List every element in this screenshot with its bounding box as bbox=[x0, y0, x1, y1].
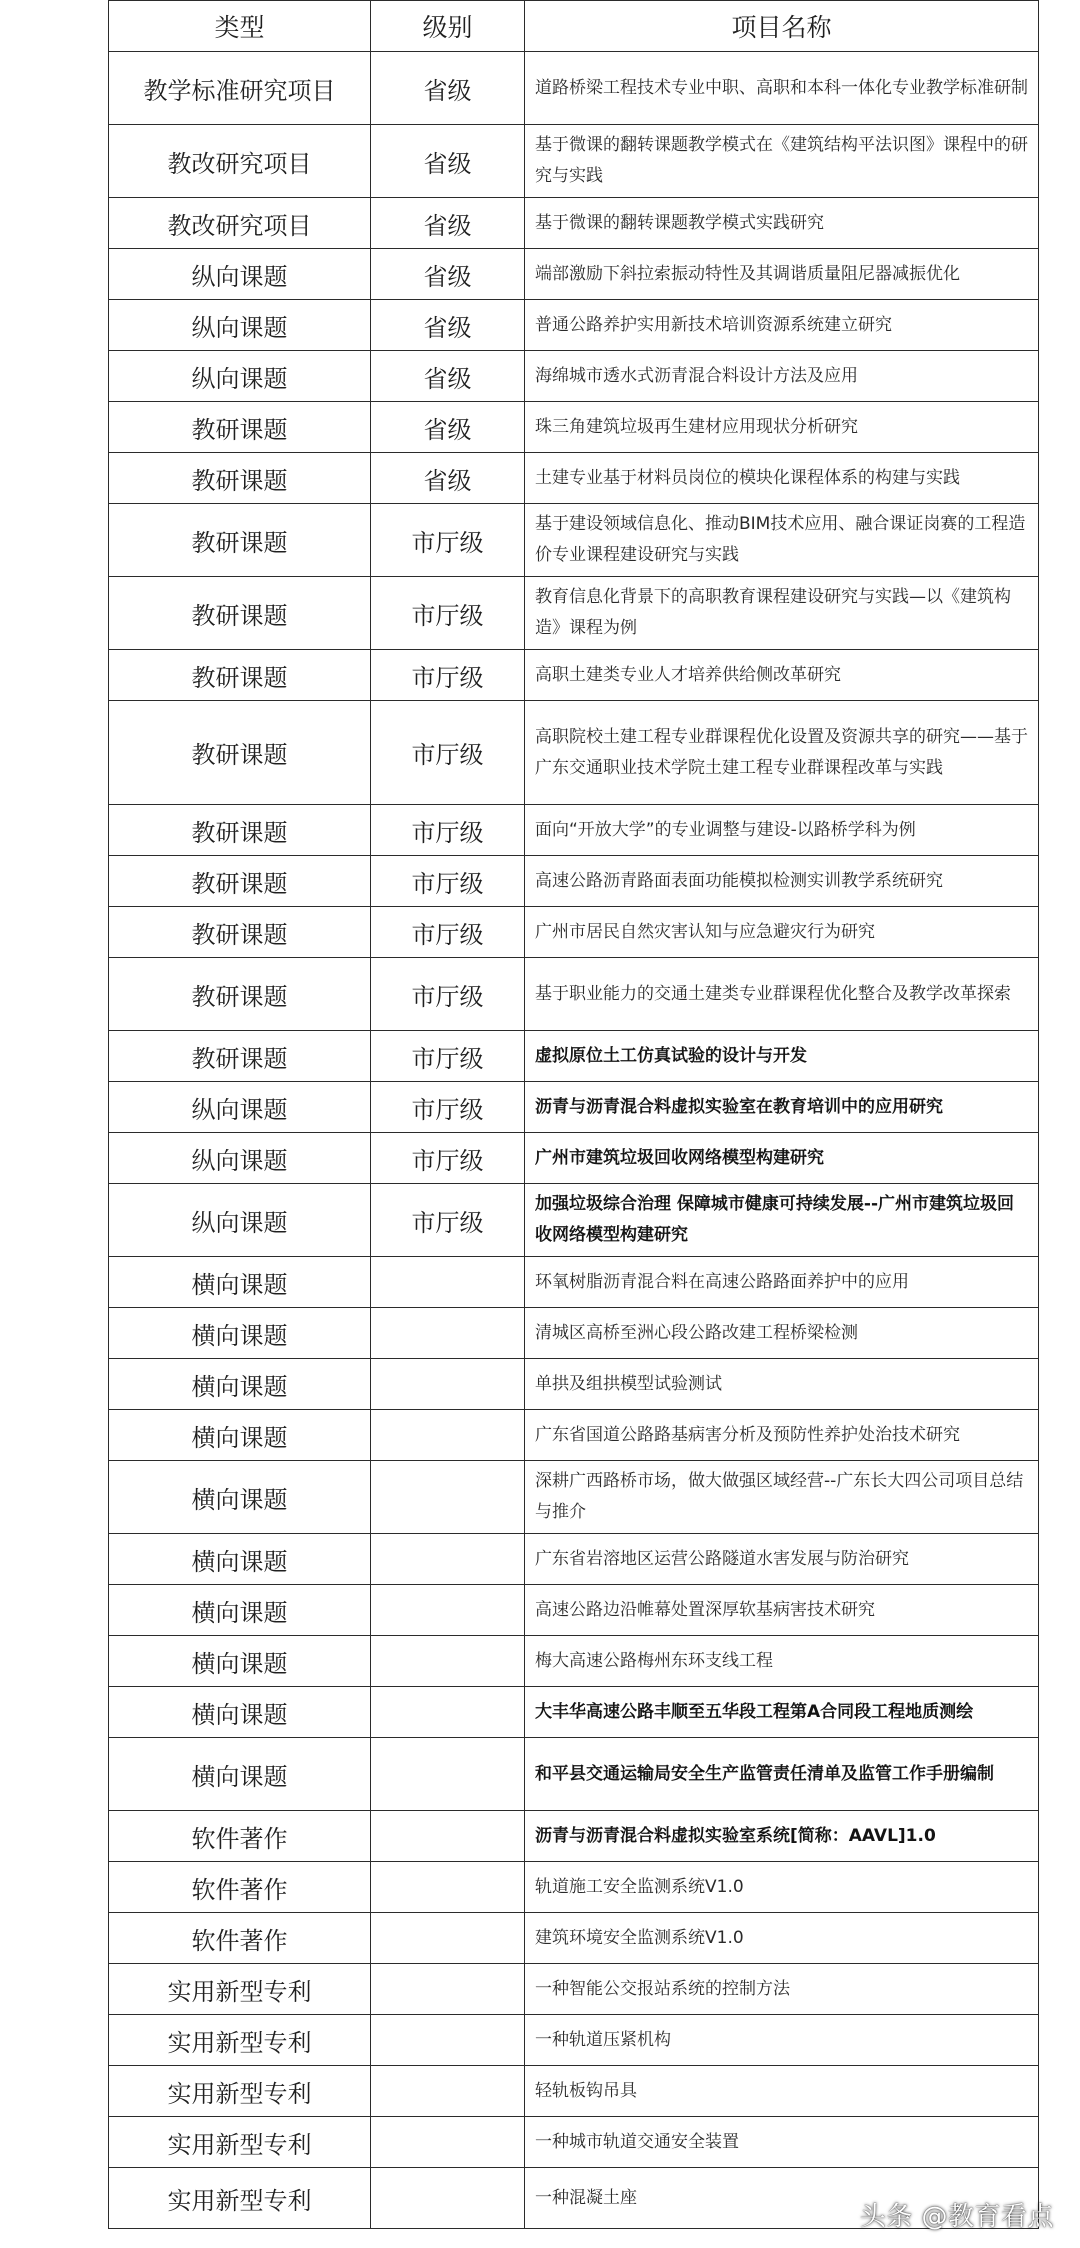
row-project-name: 环氧树脂沥青混合料在高速公路路面养护中的应用 bbox=[525, 1257, 1039, 1308]
row-project-name: 沥青与沥青混合料虚拟实验室在教育培训中的应用研究 bbox=[525, 1082, 1039, 1133]
row-project-name: 基于微课的翻转课题教学模式实践研究 bbox=[525, 198, 1039, 249]
table-header-row bbox=[109, 1, 1039, 52]
row-level: 省级 bbox=[371, 125, 525, 198]
row-type: 软件著作 bbox=[109, 1811, 371, 1862]
table-row bbox=[109, 1913, 1039, 1964]
row-type: 教研课题 bbox=[109, 453, 371, 504]
table-row bbox=[109, 1811, 1039, 1862]
table-row bbox=[109, 351, 1039, 402]
table-row bbox=[109, 856, 1039, 907]
row-project-name: 广州市建筑垃圾回收网络模型构建研究 bbox=[525, 1133, 1039, 1184]
row-type: 横向课题 bbox=[109, 1308, 371, 1359]
row-type: 实用新型专利 bbox=[109, 2015, 371, 2066]
row-level bbox=[371, 1585, 525, 1636]
row-level: 市厅级 bbox=[371, 856, 525, 907]
row-project-name: 建筑环境安全监测系统V1.0 bbox=[525, 1913, 1039, 1964]
row-type: 横向课题 bbox=[109, 1585, 371, 1636]
row-level bbox=[371, 1811, 525, 1862]
row-level: 市厅级 bbox=[371, 650, 525, 701]
row-project-name: 一种智能公交报站系统的控制方法 bbox=[525, 1964, 1039, 2015]
row-project-name: 单拱及组拱模型试验测试 bbox=[525, 1359, 1039, 1410]
row-type: 教研课题 bbox=[109, 958, 371, 1031]
row-level: 市厅级 bbox=[371, 1133, 525, 1184]
table-row bbox=[109, 1133, 1039, 1184]
row-type: 纵向课题 bbox=[109, 1082, 371, 1133]
row-project-name: 加强垃圾综合治理 保障城市健康可持续发展--广州市建筑垃圾回收网络模型构建研究 bbox=[525, 1184, 1039, 1257]
row-type: 实用新型专利 bbox=[109, 1964, 371, 2015]
row-level bbox=[371, 2015, 525, 2066]
row-project-name: 轨道施工安全监测系统V1.0 bbox=[525, 1862, 1039, 1913]
table-row bbox=[109, 907, 1039, 958]
row-level: 省级 bbox=[371, 453, 525, 504]
row-level bbox=[371, 2168, 525, 2229]
row-type: 教改研究项目 bbox=[109, 198, 371, 249]
row-type: 纵向课题 bbox=[109, 249, 371, 300]
table-row bbox=[109, 1636, 1039, 1687]
row-level bbox=[371, 1738, 525, 1811]
row-type: 纵向课题 bbox=[109, 351, 371, 402]
table-row bbox=[109, 1964, 1039, 2015]
source-watermark: 头条 @教育看点 bbox=[859, 2202, 1054, 2232]
row-type: 教研课题 bbox=[109, 805, 371, 856]
table-row bbox=[109, 1585, 1039, 1636]
row-project-name: 珠三角建筑垃圾再生建材应用现状分析研究 bbox=[525, 402, 1039, 453]
row-type: 教研课题 bbox=[109, 1031, 371, 1082]
row-type: 软件著作 bbox=[109, 1913, 371, 1964]
row-level bbox=[371, 1257, 525, 1308]
table-row bbox=[109, 1359, 1039, 1410]
row-level: 市厅级 bbox=[371, 577, 525, 650]
table-row bbox=[109, 300, 1039, 351]
row-type: 横向课题 bbox=[109, 1461, 371, 1534]
row-type: 实用新型专利 bbox=[109, 2066, 371, 2117]
row-project-name: 高速公路沥青路面表面功能模拟检测实训教学系统研究 bbox=[525, 856, 1039, 907]
row-project-name: 和平县交通运输局安全生产监管责任清单及监管工作手册编制 bbox=[525, 1738, 1039, 1811]
row-project-name: 端部激励下斜拉索振动特性及其调谐质量阻尼器减振优化 bbox=[525, 249, 1039, 300]
row-project-name: 高职院校土建工程专业群课程优化设置及资源共享的研究——基于广东交通职业技术学院土建工程专业群课程改革与实践 bbox=[525, 701, 1039, 805]
header-type: 类型 bbox=[109, 1, 371, 52]
row-level: 省级 bbox=[371, 249, 525, 300]
header-level: 级别 bbox=[371, 1, 525, 52]
row-type: 教研课题 bbox=[109, 701, 371, 805]
row-level bbox=[371, 1636, 525, 1687]
row-type: 教学标准研究项目 bbox=[109, 52, 371, 125]
row-type: 横向课题 bbox=[109, 1534, 371, 1585]
row-level: 省级 bbox=[371, 402, 525, 453]
row-project-name: 面向“开放大学”的专业调整与建设-以路桥学科为例 bbox=[525, 805, 1039, 856]
row-project-name: 一种混凝土座 bbox=[525, 2168, 1039, 2229]
row-project-name: 一种轨道压紧机构 bbox=[525, 2015, 1039, 2066]
row-level: 省级 bbox=[371, 300, 525, 351]
row-project-name: 高职土建类专业人才培养供给侧改革研究 bbox=[525, 650, 1039, 701]
row-project-name: 深耕广西路桥市场，做大做强区域经营--广东长大四公司项目总结与推介 bbox=[525, 1461, 1039, 1534]
table-row bbox=[109, 402, 1039, 453]
row-type: 实用新型专利 bbox=[109, 2168, 371, 2229]
row-level: 省级 bbox=[371, 52, 525, 125]
table-row bbox=[109, 1257, 1039, 1308]
table-row bbox=[109, 1308, 1039, 1359]
header-project-name: 项目名称 bbox=[525, 1, 1039, 52]
table-row bbox=[109, 2066, 1039, 2117]
row-level bbox=[371, 1862, 525, 1913]
row-project-name: 广东省国道公路路基病害分析及预防性养护处治技术研究 bbox=[525, 1410, 1039, 1461]
table-row bbox=[109, 577, 1039, 650]
row-project-name: 清城区高桥至洲心段公路改建工程桥梁检测 bbox=[525, 1308, 1039, 1359]
row-type: 软件著作 bbox=[109, 1862, 371, 1913]
table-row bbox=[109, 125, 1039, 198]
table-row bbox=[109, 453, 1039, 504]
row-level bbox=[371, 1913, 525, 1964]
row-level bbox=[371, 1964, 525, 2015]
table-row bbox=[109, 504, 1039, 577]
row-level bbox=[371, 2066, 525, 2117]
row-project-name: 大丰华高速公路丰顺至五华段工程第A合同段工程地质测绘 bbox=[525, 1687, 1039, 1738]
row-project-name: 虚拟原位土工仿真试验的设计与开发 bbox=[525, 1031, 1039, 1082]
row-level: 省级 bbox=[371, 198, 525, 249]
row-type: 教研课题 bbox=[109, 856, 371, 907]
row-level bbox=[371, 1410, 525, 1461]
row-level bbox=[371, 1308, 525, 1359]
row-type: 教研课题 bbox=[109, 402, 371, 453]
row-type: 纵向课题 bbox=[109, 1184, 371, 1257]
row-level bbox=[371, 1687, 525, 1738]
table-row bbox=[109, 198, 1039, 249]
row-level bbox=[371, 2117, 525, 2168]
row-type: 横向课题 bbox=[109, 1257, 371, 1308]
row-type: 纵向课题 bbox=[109, 300, 371, 351]
row-level bbox=[371, 1359, 525, 1410]
table-row bbox=[109, 52, 1039, 125]
row-project-name: 沥青与沥青混合料虚拟实验室系统[简称：AAVL]1.0 bbox=[525, 1811, 1039, 1862]
table-row bbox=[109, 2015, 1039, 2066]
row-type: 横向课题 bbox=[109, 1738, 371, 1811]
row-project-name: 教育信息化背景下的高职教育课程建设研究与实践—以《建筑构造》课程为例 bbox=[525, 577, 1039, 650]
row-type: 教研课题 bbox=[109, 650, 371, 701]
row-level: 市厅级 bbox=[371, 907, 525, 958]
row-project-name: 基于微课的翻转课题教学模式在《建筑结构平法识图》课程中的研究与实践 bbox=[525, 125, 1039, 198]
table-row bbox=[109, 1862, 1039, 1913]
row-project-name: 普通公路养护实用新技术培训资源系统建立研究 bbox=[525, 300, 1039, 351]
row-type: 教改研究项目 bbox=[109, 125, 371, 198]
table-row bbox=[109, 1082, 1039, 1133]
table-row bbox=[109, 701, 1039, 805]
table-row bbox=[109, 1461, 1039, 1534]
row-level: 市厅级 bbox=[371, 805, 525, 856]
row-type: 纵向课题 bbox=[109, 1133, 371, 1184]
table-row bbox=[109, 1687, 1039, 1738]
row-project-name: 高速公路边沿帷幕处置深厚软基病害技术研究 bbox=[525, 1585, 1039, 1636]
row-type: 横向课题 bbox=[109, 1636, 371, 1687]
row-type: 横向课题 bbox=[109, 1410, 371, 1461]
row-type: 教研课题 bbox=[109, 577, 371, 650]
row-level: 市厅级 bbox=[371, 958, 525, 1031]
table-row bbox=[109, 1031, 1039, 1082]
row-project-name: 广州市居民自然灾害认知与应急避灾行为研究 bbox=[525, 907, 1039, 958]
row-level: 省级 bbox=[371, 351, 525, 402]
table-row bbox=[109, 1184, 1039, 1257]
table-row bbox=[109, 1738, 1039, 1811]
row-level bbox=[371, 1461, 525, 1534]
row-project-name: 一种城市轨道交通安全装置 bbox=[525, 2117, 1039, 2168]
table-row bbox=[109, 2117, 1039, 2168]
row-project-name: 道路桥梁工程技术专业中职、高职和本科一体化专业教学标准研制 bbox=[525, 52, 1039, 125]
row-project-name: 广东省岩溶地区运营公路隧道水害发展与防治研究 bbox=[525, 1534, 1039, 1585]
row-project-name: 轻轨板钩吊具 bbox=[525, 2066, 1039, 2117]
project-table bbox=[108, 0, 1039, 2229]
row-level bbox=[371, 1534, 525, 1585]
row-type: 教研课题 bbox=[109, 907, 371, 958]
row-level: 市厅级 bbox=[371, 1082, 525, 1133]
row-project-name: 海绵城市透水式沥青混合料设计方法及应用 bbox=[525, 351, 1039, 402]
row-level: 市厅级 bbox=[371, 1031, 525, 1082]
row-level: 市厅级 bbox=[371, 504, 525, 577]
table-row bbox=[109, 805, 1039, 856]
table-row bbox=[109, 958, 1039, 1031]
row-project-name: 基于建设领域信息化、推动BIM技术应用、融合课证岗赛的工程造价专业课程建设研究与实践 bbox=[525, 504, 1039, 577]
table-row bbox=[109, 249, 1039, 300]
row-level: 市厅级 bbox=[371, 1184, 525, 1257]
row-project-name: 基于职业能力的交通土建类专业群课程优化整合及教学改革探索 bbox=[525, 958, 1039, 1031]
row-project-name: 梅大高速公路梅州东环支线工程 bbox=[525, 1636, 1039, 1687]
row-level: 市厅级 bbox=[371, 701, 525, 805]
row-type: 横向课题 bbox=[109, 1687, 371, 1738]
row-type: 横向课题 bbox=[109, 1359, 371, 1410]
row-project-name: 土建专业基于材料员岗位的模块化课程体系的构建与实践 bbox=[525, 453, 1039, 504]
table-row bbox=[109, 650, 1039, 701]
table-row bbox=[109, 1534, 1039, 1585]
row-type: 教研课题 bbox=[109, 504, 371, 577]
table-row bbox=[109, 1410, 1039, 1461]
row-type: 实用新型专利 bbox=[109, 2117, 371, 2168]
